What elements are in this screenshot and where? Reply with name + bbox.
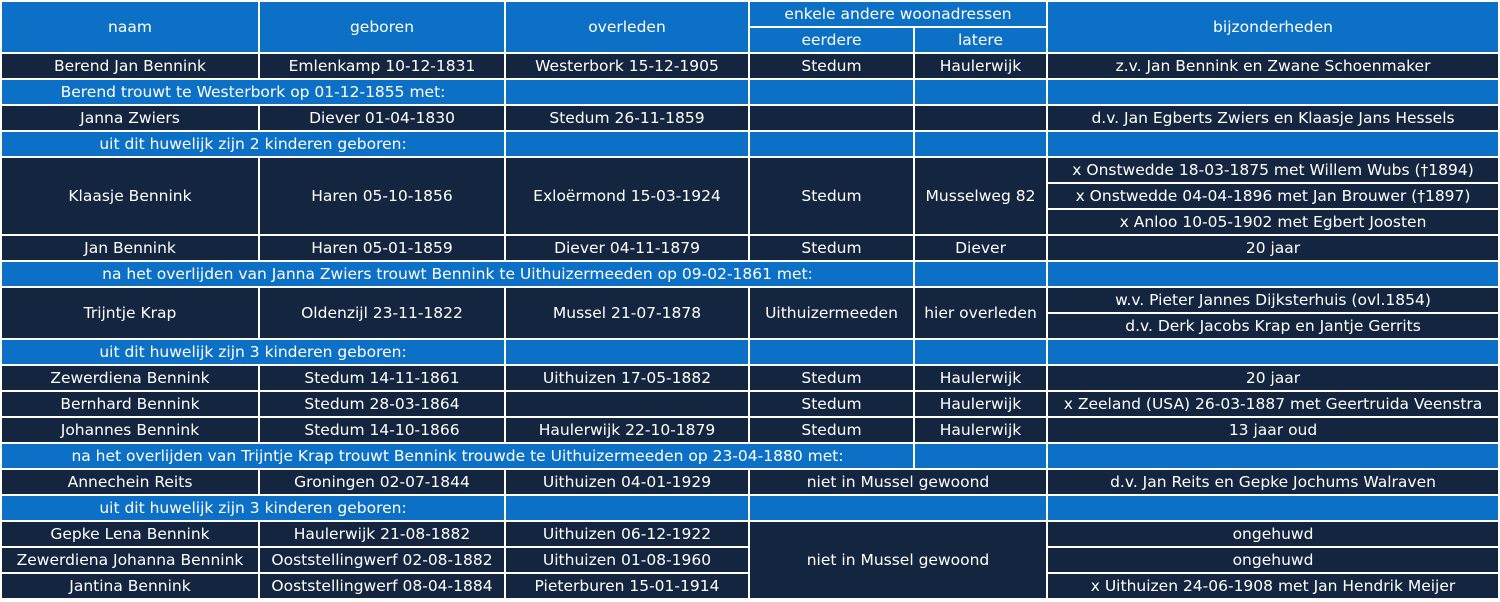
header-geboren: geboren (260, 2, 504, 52)
cell-naam: Klaasje Bennink (2, 158, 258, 234)
cell-woonadressen: niet in Mussel gewoond (750, 522, 1046, 598)
cell-eerdere: Stedum (750, 54, 913, 78)
cell-bijzonderheden: d.v. Derk Jacobs Krap en Jantje Gerrits (1048, 314, 1498, 338)
cell-latere: Diever (915, 236, 1046, 260)
cell-naam: Annechein Reits (2, 470, 258, 494)
cell-overleden: Uithuizen 04-01-1929 (506, 470, 748, 494)
cell-eerdere: Stedum (750, 392, 913, 416)
cell-naam: Janna Zwiers (2, 106, 258, 130)
cell-eerdere: Stedum (750, 158, 913, 234)
cell-bijzonderheden: 20 jaar (1048, 236, 1498, 260)
cell-overleden: Exloërmond 15-03-1924 (506, 158, 748, 234)
note-text: uit dit huwelijk zijn 3 kinderen geboren: (2, 340, 504, 364)
cell-geboren: Haren 05-01-1859 (260, 236, 504, 260)
cell-eerdere: Uithuizermeeden (750, 288, 913, 338)
cell-bijzonderheden: ongehuwd (1048, 522, 1498, 546)
header-naam: naam (2, 2, 258, 52)
header-overleden: overleden (506, 2, 748, 52)
cell-geboren: Stedum 14-11-1861 (260, 366, 504, 390)
cell-overleden: Stedum 26-11-1859 (506, 106, 748, 130)
cell-bijzonderheden: ongehuwd (1048, 548, 1498, 572)
table-row (2, 366, 1498, 390)
header-woonadressen: enkele andere woonadressen (750, 2, 1046, 26)
cell-overleden: Haulerwijk 22-10-1879 (506, 418, 748, 442)
cell-overleden: Uithuizen 06-12-1922 (506, 522, 748, 546)
cell-latere: Haulerwijk (915, 392, 1046, 416)
cell-geboren: Emlenkamp 10-12-1831 (260, 54, 504, 78)
cell-eerdere: Stedum (750, 236, 913, 260)
cell-bijzonderheden: d.v. Jan Reits en Gepke Jochums Walraven (1048, 470, 1498, 494)
cell-naam: Bernhard Bennink (2, 392, 258, 416)
cell-eerdere: Stedum (750, 418, 913, 442)
note-text: uit dit huwelijk zijn 2 kinderen geboren: (2, 132, 504, 156)
note-row (2, 496, 1498, 520)
note-row (2, 132, 1498, 156)
cell-naam: Jantina Bennink (2, 574, 258, 598)
table-row (2, 158, 1498, 182)
cell-bijzonderheden: x Zeeland (USA) 26-03-1887 met Geertruida Veenstra (1048, 392, 1498, 416)
cell-geboren: Haulerwijk 21-08-1882 (260, 522, 504, 546)
note-text: uit dit huwelijk zijn 3 kinderen geboren: (2, 496, 504, 520)
cell-geboren: Groningen 02-07-1844 (260, 470, 504, 494)
cell-bijzonderheden: x Onstwedde 18-03-1875 met Willem Wubs (†1894) (1048, 158, 1498, 182)
table-row (2, 418, 1498, 442)
note-row (2, 262, 1498, 286)
cell-geboren: Oldenzijl 23-11-1822 (260, 288, 504, 338)
note-row (2, 340, 1498, 364)
cell-naam: Johannes Bennink (2, 418, 258, 442)
cell-bijzonderheden: x Anloo 10-05-1902 met Egbert Joosten (1048, 210, 1498, 234)
cell-geboren: Haren 05-10-1856 (260, 158, 504, 234)
cell-overleden: Diever 04-11-1879 (506, 236, 748, 260)
cell-overleden (506, 392, 748, 416)
cell-overleden: Pieterburen 15-01-1914 (506, 574, 748, 598)
header-row-1 (2, 2, 1498, 26)
table-row (2, 54, 1498, 78)
cell-overleden: Westerbork 15-12-1905 (506, 54, 748, 78)
cell-naam: Jan Bennink (2, 236, 258, 260)
cell-latere: Musselweg 82 (915, 158, 1046, 234)
table-row (2, 236, 1498, 260)
cell-latere: Haulerwijk (915, 418, 1046, 442)
note-row (2, 80, 1498, 104)
cell-geboren: Stedum 28-03-1864 (260, 392, 504, 416)
header-latere: latere (915, 28, 1046, 52)
cell-bijzonderheden: x Uithuizen 24-06-1908 met Jan Hendrik Meijer (1048, 574, 1498, 598)
cell-latere: Haulerwijk (915, 366, 1046, 390)
cell-bijzonderheden: d.v. Jan Egberts Zwiers en Klaasje Jans Hessels (1048, 106, 1498, 130)
cell-latere: Haulerwijk (915, 54, 1046, 78)
cell-geboren: Stedum 14-10-1866 (260, 418, 504, 442)
cell-naam: Gepke Lena Bennink (2, 522, 258, 546)
cell-bijzonderheden: w.v. Pieter Jannes Dijksterhuis (ovl.1854) (1048, 288, 1498, 312)
cell-overleden: Uithuizen 01-08-1960 (506, 548, 748, 572)
cell-latere: hier overleden (915, 288, 1046, 338)
cell-bijzonderheden: x Onstwedde 04-04-1896 met Jan Brouwer (†1897) (1048, 184, 1498, 208)
cell-bijzonderheden: 20 jaar (1048, 366, 1498, 390)
cell-geboren: Ooststellingwerf 02-08-1882 (260, 548, 504, 572)
table-row (2, 522, 1498, 546)
cell-eerdere (750, 106, 913, 130)
table-row (2, 288, 1498, 312)
note-text: Berend trouwt te Westerbork op 01-12-1855 met: (2, 80, 504, 104)
cell-bijzonderheden: 13 jaar oud (1048, 418, 1498, 442)
cell-overleden: Uithuizen 17-05-1882 (506, 366, 748, 390)
cell-naam: Zewerdiena Bennink (2, 366, 258, 390)
note-text: na het overlijden van Trijntje Krap trouwt Bennink trouwde te Uithuizermeeden op 23-04-1880 met: (2, 444, 913, 468)
note-row (2, 444, 1498, 468)
note-text: na het overlijden van Janna Zwiers trouwt Bennink te Uithuizermeeden op 09-02-1861 met: (2, 262, 913, 286)
table-row (2, 106, 1498, 130)
header-bijzonderheden: bijzonderheden (1048, 2, 1498, 52)
cell-bijzonderheden: z.v. Jan Bennink en Zwane Schoenmaker (1048, 54, 1498, 78)
cell-naam: Berend Jan Bennink (2, 54, 258, 78)
cell-geboren: Diever 01-04-1830 (260, 106, 504, 130)
table-row (2, 470, 1498, 494)
cell-naam: Trijntje Krap (2, 288, 258, 338)
cell-naam: Zewerdiena Johanna Bennink (2, 548, 258, 572)
cell-latere (915, 106, 1046, 130)
cell-geboren: Ooststellingwerf 08-04-1884 (260, 574, 504, 598)
cell-overleden: Mussel 21-07-1878 (506, 288, 748, 338)
cell-eerdere: Stedum (750, 366, 913, 390)
header-eerdere: eerdere (750, 28, 913, 52)
cell-woonadressen: niet in Mussel gewoond (750, 470, 1046, 494)
table-row (2, 392, 1498, 416)
